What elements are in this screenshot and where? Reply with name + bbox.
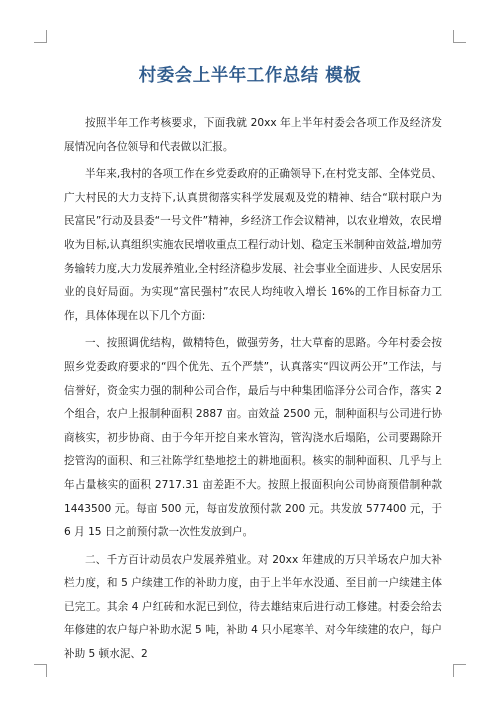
paragraph-overview: 半年来,我村的各项工作在乡党委政府的正确领导下,在村党支部、全体党员、广大村民的大力支持下,认真贯彻落实科学发展观及党的精神、结合“联村联户为民富民”行动及县委“一号文件”精神，乡经济工作会议精神，以农业增效，农民增收为目标,认真组织实施农民增收重点工程行动计划、稳定玉米制种亩效益,增加劳务输转力度,大力发展养殖业,全村经济稳步发展、社会事业全面进步、人民安居乐业的良好局面。为实现“富民强村”农民人均纯收入增长 16%的工作目标奋力工作，具体体现在以下几个方面: [64,168,442,322]
corner-mark-top-left [34,30,47,43]
corner-mark-bottom-right [453,664,466,677]
paragraph-intro: 按照半年工作考核要求，下面我就 20xx 年上半年村委会各项工作及经济发展情况向各位领导和代表做以汇报。 [64,117,442,153]
document-title: 村委会上半年工作总结 模板 [138,66,362,86]
document-body [64,112,442,671]
paragraph-section-one: 一、按照调优结构，做精特色，做强劳务，壮大草畜的思路。今年村委会按照乡党委政府要求的“四个优先、五个严禁”，认真落实“四议两公开”工作法，与信誉好，资金实力强的制种公司合作，最后与中种集团临泽分公司合作，落实 2 个组合，农户上报制种面积 2887 亩。亩效益 2500 元，制种面积与公司进行协商核实，初步协商、由于今年开挖自来水管沟，管沟浇水后塌陷，公司要踢除开挖管沟的面积、和三社陈学红垫地挖土的耕地面积。核实的制种面积、几乎与上年占量核实的面积 2717.31 亩差距不大。按照上报面积向公司协商预借制种款 1443500 元。每亩 500 元，每亩发放预付款 200 元。共发放 577400 元，于 6 月 15 日之前预付款一次性发放到户。 [64,337,442,539]
paragraph-section-two: 二、千方百计动员农户发展养殖业。对 20xx 年建成的万只羊场农户加大补栏力度，和 5 户续建工作的补助力度，由于上半年水没通、至目前一户续建主体已完工。其余 4 户红砖和水泥已到位，待去雄结束后进行动工修建。村委会给去年修建的农户每户补助水泥 5 吨，补助 4 只小尾寒羊、对今年续建的农户，每户补助 5 顿水泥、2 [64,553,442,661]
corner-mark-bottom-left [34,664,47,677]
corner-mark-top-right [453,30,466,43]
